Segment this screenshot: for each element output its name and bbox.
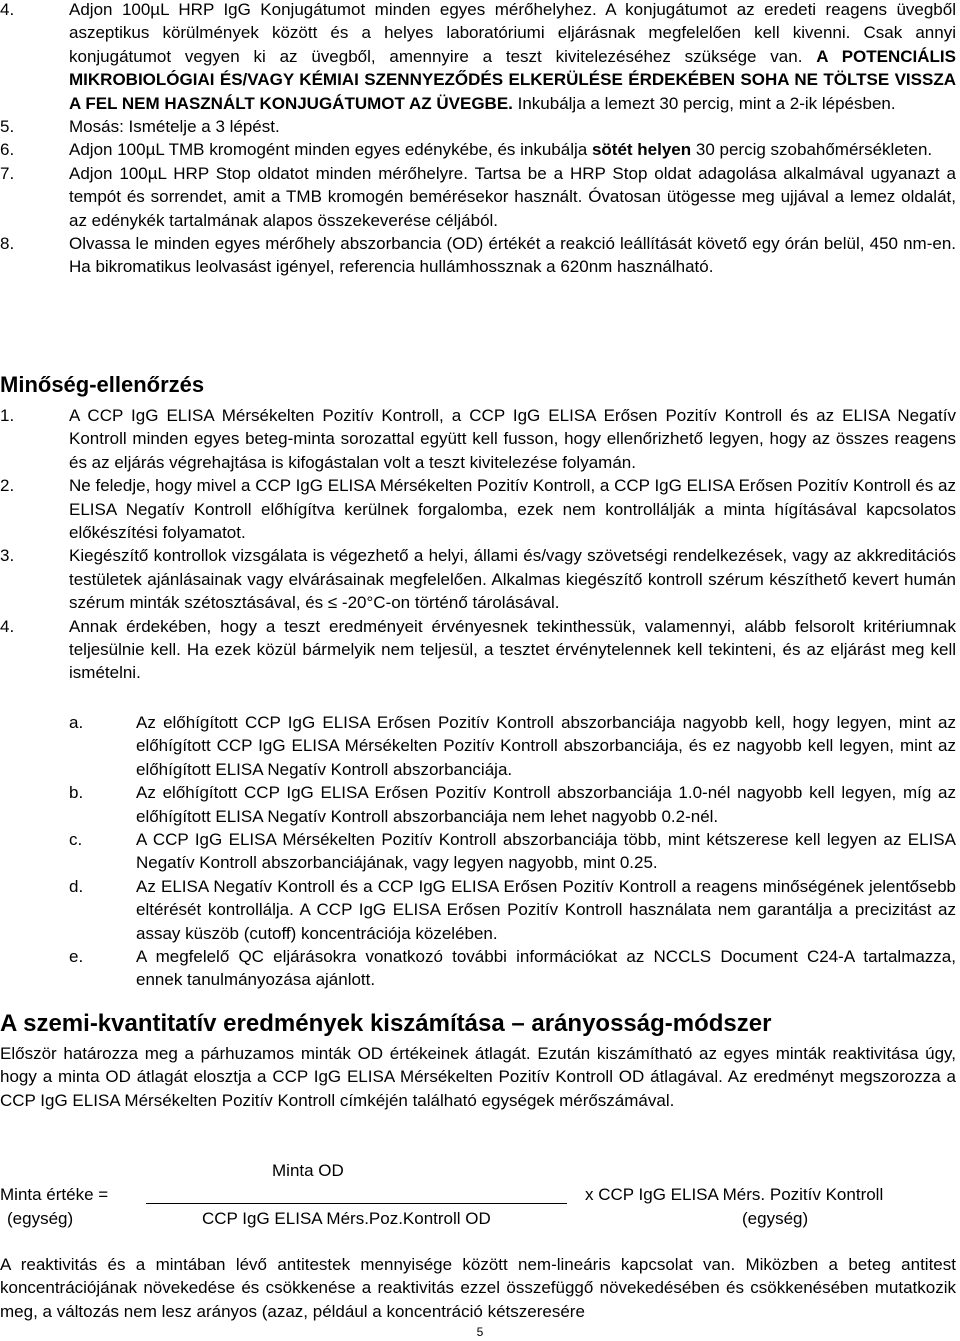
qc-item-text: Kiegészítő kontrollok vizsgálata is végezhető a helyi, állami és/vagy szövetségi rendelkezések, vagy az akkreditációs testületek ajánlásainak vagy elvárásainak megfelelően. Alkalmas kiegészítő kontroll szérum készíthető kevert humán szérum minták szétosztásával, és ≤ -20°C-on történő tárolásával.: [69, 546, 956, 613]
final-paragraph: A reaktivitás és a mintában lévő antitestek mennyisége között nem-lineáris kapcsolat van. Miközben a beteg antitest koncentrációjának növekedése és csökkenése a reaktivitás ezzel összefüggő növekedésében és csökkenésében mutatkozik meg, a változás nem lesz arányos (azaz, például a koncentráció kétszeresére: [0, 1255, 956, 1321]
step-text: [69, 232, 956, 279]
formula-lhs: Minta értéke =: [0, 1185, 109, 1204]
qc-item-number: 1.: [0, 406, 15, 425]
qc-item-number: 3.: [0, 546, 15, 566]
qc-subitem-text: A CCP IgG ELISA Mérsékelten Pozitív Kontroll abszorbanciája több, mint kétszerese kell legyen az ELISA Negatív Kontroll abszorbanciájának, vagy legyen nagyobb, mint 0.25.: [136, 830, 956, 873]
formula-numerator: Minta OD: [272, 1161, 344, 1180]
step-text-part: Adjon 100µL TMB kromogént minden egyes edénykébe, és inkubálja: [69, 140, 592, 160]
step-number: 7.: [0, 163, 15, 183]
qc-item-number: 2.: [0, 476, 15, 496]
qc-subitem: [0, 781, 960, 828]
step-number: 8.: [0, 234, 15, 254]
qc-subitem-letter: d.: [69, 876, 84, 896]
qc-item-text: A CCP IgG ELISA Mérsékelten Pozitív Kontroll, a CCP IgG ELISA Erősen Pozitív Kontroll és az ELISA Negatív Kontroll minden egyes beteg-minta sorozattal együtt kell fusson, hogy ellenőrizhető legyen, hogy az összes reagens és az eljárás végrehajtása is kifogástalan volt a teszt kivitelezése folyamán.: [69, 406, 956, 472]
step-text-part: Olvassa le minden egyes mérőhely abszorbancia (OD) értékét a reakció leállítását követő egy órán belül, 450 nm-en. Ha bikromatikus leolvasást igényel, referencia hullámhossznak a 620nm használható.: [69, 234, 956, 277]
page-number: 5: [476, 1325, 484, 1339]
step-text-part: Adjon 100µL HRP IgG Konjugátumot minden egyes mérőhelyhez. A konjugátumot az eredeti reagens üvegből aszeptikus körülmények között és a helyes laboratóriumi eljárásnak megfelelően kell kivenni. Csak annyi konjugátumot vegyen ki az üvegből, amennyire a teszt kivitelezéséhez szüksége van.: [69, 0, 956, 66]
step-text: [69, 138, 956, 161]
step-text: [69, 162, 956, 232]
qc-subitem-letter: a.: [69, 713, 84, 732]
procedure-step: [0, 138, 960, 161]
semi-quant-heading: A szemi-kvantitatív eredmények kiszámítása – arányosság-módszer: [0, 1010, 772, 1037]
step-text-emphasis: sötét helyen: [591, 140, 692, 160]
qc-item-text: Ne feledje, hogy mivel a CCP IgG ELISA Mérsékelten Pozitív Kontroll, a CCP IgG ELISA Erősen Pozitív Kontroll és az ELISA Negatív Kontroll előhígítva kerülnek forgalomba, ezek nem kontrollálják a minta hígításával kapcsolatos előkészítési folyamatot.: [69, 476, 956, 543]
qc-subitem: [0, 875, 960, 945]
step-text: [69, 0, 956, 115]
qc-subitem-letter: b.: [69, 783, 84, 803]
qc-subitem: [0, 828, 960, 875]
qc-item-number: 4.: [0, 616, 15, 636]
qc-sublist: [0, 711, 960, 992]
formula-lhs-unit: (egység): [7, 1209, 74, 1228]
procedure-step: [0, 232, 960, 279]
step-text-part: Adjon 100µL HRP Stop oldatot minden mérőhelyre. Tartsa be a HRP Stop oldat adagolása alkalmával ugyanazt a tempót és sorrendet, amit a TMB kromogén bemérésekor használt. Óvatosan ütögesse meg ujjával a lemez oldalát, az edénykék tartalmának alapos összekeverése céljából.: [69, 163, 956, 230]
step-text-emphasis: A POTENCIÁLIS MIKROBIOLÓGIAI ÉS/VAGY KÉMIAI SZENNYEZŐDÉS ELKERÜLÉSE ÉRDEKÉBEN SOHA NE TÖLTSE VISSZA A FEL NEM HASZNÁLT KONJUGÁTUMOT AZ ÜVEGBE.: [69, 46, 956, 113]
procedure-steps: [0, 0, 960, 279]
step-text: [69, 115, 956, 138]
qc-item-text: Annak érdekében, hogy a teszt eredményeit érvényesnek tekinthessük, valamennyi, alább felsorolt kritériumnak teljesülnie kell. Ha ezek közül bármelyik nem teljesül, a tesztet érvénytelennek kell tekinteni, és az eljárást meg kell ismételni.: [69, 616, 956, 683]
semi-quant-paragraph: Először határozza meg a párhuzamos minták OD értékeinek átlagát. Ezután kiszámítható az egyes minták reaktivitása úgy, hogy a minta OD átlagát elosztja a CCP IgG ELISA Mérsékelten Pozitív Kontroll OD átlagával. Az eredményt megszorozza a CCP IgG ELISA Mérsékelten Pozitív Kontroll címkéjén található egységek mérőszámával.: [0, 1044, 956, 1110]
formula-denominator: CCP IgG ELISA Mérs.Poz.Kontroll OD: [202, 1209, 491, 1228]
formula-multiplier: x CCP IgG ELISA Mérs. Pozitív Kontroll: [585, 1185, 884, 1204]
step-text-part: Mosás: Ismételje a 3 lépést.: [69, 117, 280, 137]
qc-list: [0, 404, 960, 685]
procedure-step: [0, 115, 960, 138]
qc-item: [0, 404, 960, 474]
step-text-part: 30 percig szobahőmérsékleten.: [691, 140, 933, 160]
qc-heading: Minőség-ellenőrzés: [0, 372, 205, 397]
step-number: 5.: [0, 117, 15, 137]
procedure-step: [0, 162, 960, 232]
step-text-part: Inkubálja a lemezt 30 percig, mint a 2-ik lépésben.: [512, 93, 896, 113]
qc-subitem-text: A megfelelő QC eljárásokra vonatkozó további információkat az NCCLS Document C24-A tartalmazza, ennek tanulmányozása ajánlott.: [136, 947, 956, 990]
qc-subitem-text: Az előhígított CCP IgG ELISA Erősen Pozitív Kontroll abszorbanciája 1.0-nél nagyobb kell legyen, míg az előhígított ELISA Negatív Kontroll abszorbanciája nem lehet nagyobb 0.2-nél.: [136, 783, 956, 826]
step-number: 4.: [0, 0, 15, 19]
qc-item: [0, 474, 960, 544]
qc-subitem-text: Az ELISA Negatív Kontroll és a CCP IgG ELISA Erősen Pozitív Kontroll a reagens minőségének jelentősebb eltérését kontrollálja. A CCP IgG ELISA Erősen Pozitív Kontroll használata nem garantálja a precizitást az assay küszöb (cutoff) koncentrációja közelében.: [136, 876, 956, 943]
qc-subitem: [0, 711, 960, 781]
qc-subitem-letter: c.: [69, 830, 83, 850]
formula-multiplier-unit: (egység): [742, 1209, 809, 1228]
qc-subitem-text: Az előhígított CCP IgG ELISA Erősen Pozitív Kontroll abszorbanciája nagyobb kell, hogy legyen, mint az előhígított CCP IgG ELISA Mérsékelten Pozitív Kontroll abszorbanciája, és ez nagyobb kell legyen, mint az előhígított ELISA Negatív Kontroll abszorbanciája.: [136, 713, 956, 779]
fraction-bar: [146, 1203, 567, 1204]
qc-item: [0, 615, 960, 685]
qc-subitem: [0, 945, 960, 992]
qc-subitem-letter: e.: [69, 947, 84, 967]
procedure-step: [0, 0, 960, 115]
qc-item: [0, 544, 960, 614]
step-number: 6.: [0, 140, 15, 160]
